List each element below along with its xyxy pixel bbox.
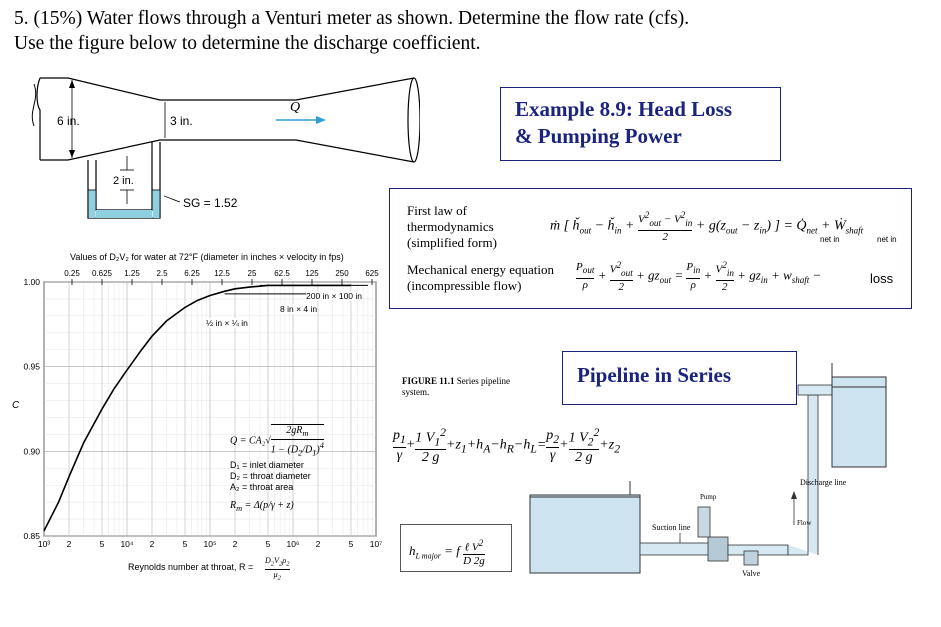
chart-x-tick-label: 2 [232, 539, 238, 549]
net-in-label: net in [820, 235, 840, 244]
first-law-equation: ṁ [ $ȟ_{out}$ − $ȟ_{in}$ + $V^2_{out} - V^2_{in}$ 2 + $g(z_{out} - z_{in})$ ] = $Q̇_{net}$ + Ẇ$_{shaft}$ [550, 210, 864, 243]
flow-rate-label: Q [290, 100, 301, 115]
chart-top-tick-label: 125 [305, 269, 319, 278]
manometer-height-label: 2 in. [113, 175, 134, 187]
chart-x-tick-label: 2 [149, 539, 155, 549]
throat-diameter-label: 3 in. [170, 114, 193, 128]
chart-x-tick-label: 10³ [37, 539, 51, 549]
chart-x-tick-label: 10⁴ [120, 539, 134, 549]
chart-top-tick-label: 0.25 [64, 269, 80, 278]
figure-caption-text-2: system. [402, 387, 430, 397]
chart-top-tick-label: 2.5 [156, 269, 168, 278]
specific-gravity-label: SG = 1.52 [183, 196, 238, 210]
figure-caption [402, 376, 510, 398]
curve-label-half: ½ in × ¼ in [206, 318, 248, 328]
chart-x-tick-label: 5 [265, 539, 271, 549]
valve-label: Valve [742, 569, 761, 578]
chart-y-tick-label: 0.90 [23, 446, 40, 457]
problem-line-2: Use the figure below to determine the discharge coefficient. [14, 33, 481, 54]
discharge-line-label: Discharge line [800, 478, 847, 487]
shaft-net-in-label: net in [877, 235, 897, 244]
chart-top-tick-label: 1.25 [124, 269, 140, 278]
chart-x-tick-label: 5 [348, 539, 354, 549]
example-title-line-1: Example 8.9: Head Loss [515, 97, 733, 121]
pump-label: Pump [700, 493, 717, 501]
pipeline-system-diagram [512, 355, 892, 580]
legend-d2: D₂ = throat diameter [230, 471, 311, 481]
flow-formula: Q = CA₂√ $2gR_m$ $1 - (D_2/D_1)^4$ [230, 425, 324, 458]
chart-header: Values of D₂V₂ for water at 72°F (diameter in inches × velocity in fps) [70, 252, 344, 262]
chart-top-tick-label: 25 [247, 269, 257, 278]
mechanical-energy-equation: $P_{out}$ ρ + $V^2_{out}$ 2 + $gz_{out}$ = $P_{in}$ ρ + $\frac{V^2_{in}}{2}$ + $gz_{in} + w_{shaft}$ − [576, 260, 822, 293]
figure-caption-text-1: Series pipeline [456, 376, 511, 386]
loss-label: loss [870, 271, 894, 286]
inlet-diameter-label: 6 in. [57, 114, 80, 128]
problem-statement [14, 6, 689, 56]
major-loss-box [400, 524, 512, 572]
series-energy-equation: $\frac{p_1}{\gamma}$ + $\frac{1 V_1^2}{2 g}$ $+z_1+h_A-h_R-h_L=$ $\frac{p_2}{\gamma}$ + $\frac{1 V_2^2}{2 g}$ $+z_2$ [393, 426, 621, 466]
chart-top-tick-label: 250 [335, 269, 349, 278]
chart-x-label: Reynolds number at throat, R = [128, 562, 254, 572]
chart-x-tick-label: 5 [182, 539, 188, 549]
energy-equation-box [389, 188, 912, 309]
formula-legend [230, 460, 311, 493]
suction-line-label: Suction line [652, 523, 691, 532]
curve-label-200: 200 in × 100 in [306, 291, 363, 301]
chart-x-tick-label: 10⁶ [286, 539, 300, 549]
chart-y-label: C [12, 400, 20, 411]
mechanical-energy-label: Mechanical energy equation (incompressible flow) [407, 262, 555, 293]
chart-x-tick-label: 10⁵ [203, 539, 217, 549]
discharge-coefficient-chart [0, 258, 400, 588]
rm-formula: $R_m = \Delta(p/\gamma + z)$ [230, 500, 294, 513]
problem-line-1: 5. (15%) Water flows through a Venturi meter as shown. Determine the flow rate (cfs). [14, 8, 690, 29]
example-box [500, 87, 781, 161]
chart-y-tick-label: 0.95 [23, 361, 40, 372]
chart-x-tick-label: 5 [99, 539, 105, 549]
chart-x-tick-label: 10⁷ [369, 539, 383, 549]
chart-y-tick-label: 0.85 [23, 531, 40, 541]
first-law-label: First law of thermodynamics (simplified form) [407, 203, 497, 250]
curve-label-8: 8 in × 4 in [280, 304, 318, 314]
chart-top-tick-label: 12.5 [214, 269, 230, 278]
chart-x-tick-label: 2 [315, 539, 321, 549]
legend-d1: D₁ = inlet diameter [230, 460, 304, 470]
chart-top-tick-label: 625 [365, 269, 379, 278]
figure-caption-label: FIGURE 11.1 [402, 376, 455, 386]
major-loss-formula: $h_{L major} = f$ ℓ $V^2$ D 2g [409, 538, 485, 567]
chart-top-tick-label: 62.5 [274, 269, 290, 278]
chart-y-tick-label: 1.00 [23, 277, 40, 287]
chart-top-tick-label: 6.25 [184, 269, 200, 278]
legend-a2: A₂ = throat area [230, 482, 294, 492]
example-title-line-2: & Pumping Power [515, 124, 682, 148]
chart-x-tick-label: 2 [66, 539, 72, 549]
flow-label: Flow [797, 519, 812, 527]
reynolds-fraction: $D_2V_2\rho_2$ $\mu_2$ [265, 556, 290, 582]
chart-top-tick-label: 0.625 [91, 269, 113, 278]
pipeline-series-title: Pipeline in Series [577, 363, 731, 387]
